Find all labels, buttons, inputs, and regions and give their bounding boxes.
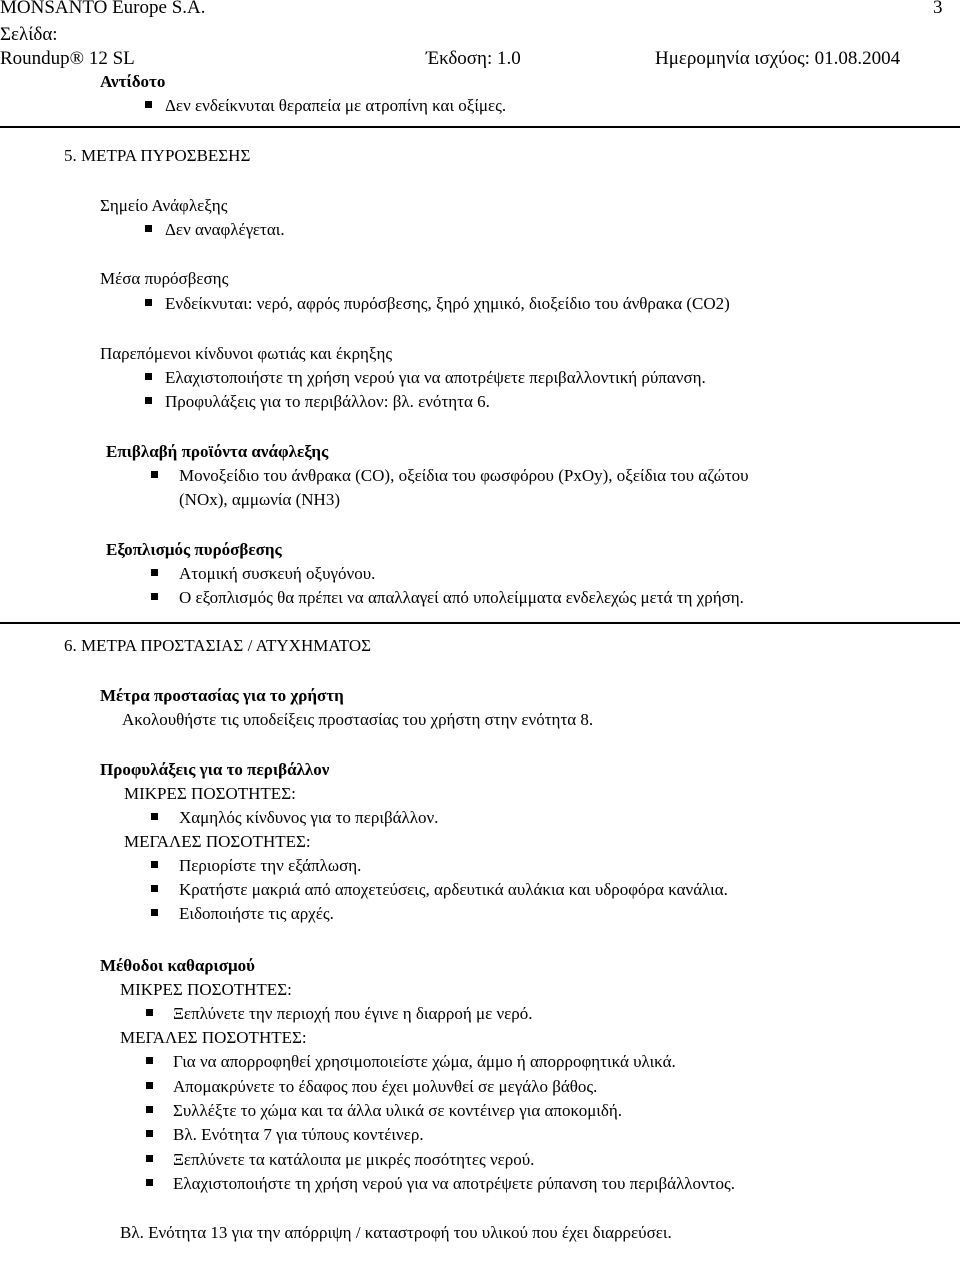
media-title: Μέσα πυρόσβεσης bbox=[100, 269, 229, 288]
section-divider bbox=[0, 622, 960, 624]
bullet bbox=[146, 1009, 153, 1016]
flash-point-title: Σημείο Ανάφλεξης bbox=[100, 196, 228, 215]
hazards-item: Προφυλάξεις για το περιβάλλον: βλ. ενότητα 6. bbox=[165, 392, 490, 411]
environment-title: Προφυλάξεις για το περιβάλλον bbox=[100, 760, 330, 779]
environment-item: Περιορίστε την εξάπλωση. bbox=[179, 856, 362, 875]
equipment-item: Ο εξοπλισμός θα πρέπει να απαλλαγεί από υπολείμματα ενδελεχώς μετά τη χρήση. bbox=[179, 588, 744, 607]
cleanup-item: Ξεπλύνετε την περιοχή που έγινε η διαρροή με νερό. bbox=[173, 1004, 533, 1023]
bullet bbox=[151, 569, 158, 576]
section-6-heading: 6. ΜΕΤΡΑ ΠΡΟΣΤΑΣΙΑΣ / ΑΤΥΧΗΜΑΤΟΣ bbox=[64, 636, 371, 655]
combustion-products-line: (NOx), αμμωνία (NH3) bbox=[179, 490, 340, 509]
bullet bbox=[146, 1179, 153, 1186]
bullet bbox=[151, 861, 158, 868]
environment-large-label: ΜΕΓΑΛΕΣ ΠΟΣΟΤΗΤΕΣ: bbox=[124, 832, 311, 851]
environment-item: Κρατήστε μακριά από αποχετεύσεις, αρδευτικά αυλάκια και υδροφόρα κανάλια. bbox=[179, 880, 728, 899]
bullet bbox=[146, 1106, 153, 1113]
bullet bbox=[145, 101, 152, 108]
bullet bbox=[146, 1155, 153, 1162]
bullet bbox=[145, 225, 152, 232]
cleanup-item: Ελαχιστοποιήστε τη χρήση νερού για να αποτρέψετε ρύπανση του περιβάλλοντος. bbox=[173, 1174, 735, 1193]
equipment-title: Εξοπλισμός πυρόσβεσης bbox=[106, 540, 282, 559]
bullet bbox=[145, 397, 152, 404]
antidote-item: Δεν ενδείκνυται θεραπεία με ατροπίνη και οξίμες. bbox=[165, 96, 507, 115]
environment-small-label: ΜΙΚΡΕΣ ΠΟΣΟΤΗΤΕΣ: bbox=[124, 784, 296, 803]
page-number: 3 bbox=[933, 0, 943, 18]
version-label: Έκδοση: 1.0 bbox=[426, 48, 521, 69]
bullet bbox=[146, 1082, 153, 1089]
hazards-item: Ελαχιστοποιήστε τη χρήση νερού για να αποτρέψετε περιβαλλοντική ρύπανση. bbox=[165, 368, 706, 387]
section-5-heading: 5. ΜΕΤΡΑ ΠΥΡΟΣΒΕΣΗΣ bbox=[64, 146, 251, 165]
page-label: Σελίδα: bbox=[0, 24, 58, 45]
hazards-title: Παρεπόμενοι κίνδυνοι φωτιάς και έκρηξης bbox=[100, 344, 393, 363]
bullet bbox=[151, 593, 158, 600]
environment-item: Χαμηλός κίνδυνος για το περιβάλλον. bbox=[179, 808, 439, 827]
equipment-item: Ατομική συσκευή οξυγόνου. bbox=[179, 564, 376, 583]
combustion-products-title: Επιβλαβή προϊόντα ανάφλεξης bbox=[106, 442, 329, 461]
flash-point-item: Δεν αναφλέγεται. bbox=[165, 220, 285, 239]
bullet bbox=[151, 471, 158, 478]
bullet bbox=[145, 299, 152, 306]
section-divider bbox=[0, 126, 960, 128]
cleanup-small-label: ΜΙΚΡΕΣ ΠΟΣΟΤΗΤΕΣ: bbox=[120, 980, 292, 999]
combustion-products-line: Μονοξείδιο του άνθρακα (CO), οξείδια του φωσφόρου (PxOy), οξείδια του αζώτου bbox=[179, 466, 749, 485]
effective-date: Ημερομηνία ισχύος: 01.08.2004 bbox=[655, 48, 901, 69]
personal-precautions-text: Ακολουθήστε τις υποδείξεις προστασίας του χρήστη στην ενότητα 8. bbox=[122, 710, 594, 729]
media-item: Ενδείκνυται: νερό, αφρός πυρόσβεσης, ξηρό χημικό, διοξείδιο του άνθρακα (CO2) bbox=[165, 294, 730, 313]
cleanup-item: Για να απορροφηθεί χρησιμοποιείστε χώμα, άμμο ή απορροφητικά υλικά. bbox=[173, 1052, 676, 1071]
bullet bbox=[146, 1057, 153, 1064]
personal-precautions-title: Μέτρα προστασίας για το χρήστη bbox=[100, 686, 344, 705]
bullet bbox=[151, 909, 158, 916]
cleanup-item: Ξεπλύνετε τα κατάλοιπα με μικρές ποσότητες νερού. bbox=[173, 1150, 535, 1169]
cleanup-item: Απομακρύνετε το έδαφος που έχει μολυνθεί σε μεγάλο βάθος. bbox=[173, 1077, 598, 1096]
bullet bbox=[151, 813, 158, 820]
environment-item: Ειδοποιήστε τις αρχές. bbox=[179, 904, 334, 923]
cleanup-footnote: Βλ. Ενότητα 13 για την απόρριψη / καταστροφή του υλικού που έχει διαρρεύσει. bbox=[120, 1223, 672, 1242]
bullet bbox=[145, 373, 152, 380]
cleanup-title: Μέθοδοι καθαρισμού bbox=[100, 956, 255, 975]
product-name: Roundup® 12 SL bbox=[0, 48, 135, 69]
bullet bbox=[151, 885, 158, 892]
cleanup-item: Βλ. Ενότητα 7 για τύπους κοντέινερ. bbox=[173, 1125, 424, 1144]
cleanup-large-label: ΜΕΓΑΛΕΣ ΠΟΣΟΤΗΤΕΣ: bbox=[120, 1028, 307, 1047]
company-name: MONSANTO Europe S.A. bbox=[0, 0, 206, 18]
bullet bbox=[146, 1130, 153, 1137]
antidote-title: Αντίδοτο bbox=[100, 72, 166, 91]
cleanup-item: Συλλέξτε το χώμα και τα άλλα υλικά σε κοντέινερ για αποκομιδή. bbox=[173, 1101, 623, 1120]
